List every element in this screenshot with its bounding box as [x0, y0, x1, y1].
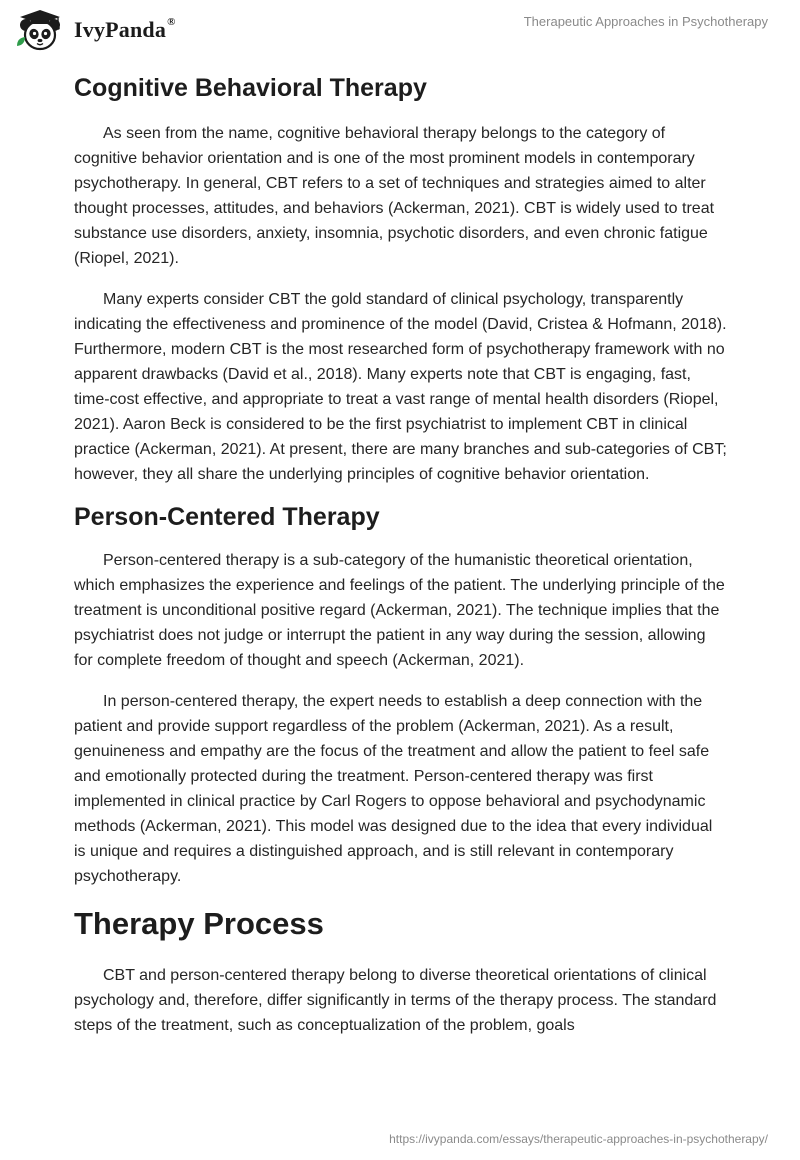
ivypanda-logo-link[interactable]	[14, 8, 176, 52]
running-title: Therapeutic Approaches in Psychotherapy	[523, 14, 768, 29]
source-url-link[interactable]: https://ivypanda.com/essays/therapeutic-approaches-in-psychotherapy/	[389, 1132, 768, 1146]
paragraph: In person-centered therapy, the expert needs to establish a deep connection with the patient and provide support regardless of the problem (Ackerman, 2021). As a result, genuineness and empathy are the focus of the treatment and allow the patient to feel safe and emotionally protected during the treatment. Person-centered therapy was first implemented in clinical practice by Carl Rogers to oppose behavioral and psychodynamic methods (Ackerman, 2021). This model was designed due to the idea that every individual is unique and requires a distinguished approach, and is still relevant in contemporary psychotherapy.	[74, 693, 713, 885]
paragraph: CBT and person-centered therapy belong to diverse theoretical orientations of clinical psychology and, therefore, differ significantly in terms of the therapy process. The standard steps of the treatment, such as conceptualization of the problem, goals	[74, 967, 717, 1034]
page-header	[0, 0, 800, 60]
paragraph: As seen from the name, cognitive behavioral therapy belongs to the category of cognitive behavior orientation and is one of the most prominent models in contemporary psychotherapy. In general, CBT refers to a set of techniques and strategies aimed to alter thought processes, attitudes, and behaviors (Ackerman, 2021). CBT is widely used to treat substance use disorders, anxiety, insomnia, psychotic disorders, and even chronic fatigue (Riopel, 2021).	[74, 125, 715, 267]
paragraph: Person-centered therapy is a sub-category of the humanistic theoretical orientation, which emphasizes the experience and feelings of the patient. The underlying principle of the treatment is unconditional positive regard (Ackerman, 2021). The technique implies that the psychiatrist does not judge or interrupt the patient in any way during the session, allowing for complete freedom of thought and speech (Ackerman, 2021).	[74, 552, 725, 669]
section-heading-therapy-process: Therapy Process	[74, 906, 324, 941]
brand-name: IvyPanda®	[74, 15, 176, 42]
essay-body	[74, 70, 728, 1038]
panda-graduate-icon	[14, 8, 66, 52]
section-heading-cbt: Cognitive Behavioral Therapy	[74, 74, 427, 102]
section-heading-person-centered: Person-Centered Therapy	[74, 503, 380, 531]
paragraph: Many experts consider CBT the gold standard of clinical psychology, transparently indicating the effectiveness and prominence of the model (David, Cristea & Hofmann, 2018). Furthermore, modern CBT is the most researched form of psychotherapy framework with no apparent drawbacks (David et al., 2018). Many experts note that CBT is engaging, fast, time-cost effective, and appropriate to treat a vast range of mental health disorders (Riopel, 2021). Aaron Beck is considered to be the first psychiatrist to implement CBT in clinical practice (Ackerman, 2021). At present, there are many branches and sub-categories of CBT; however, they all share the underlying principles of cognitive behavior orientation.	[74, 291, 727, 483]
